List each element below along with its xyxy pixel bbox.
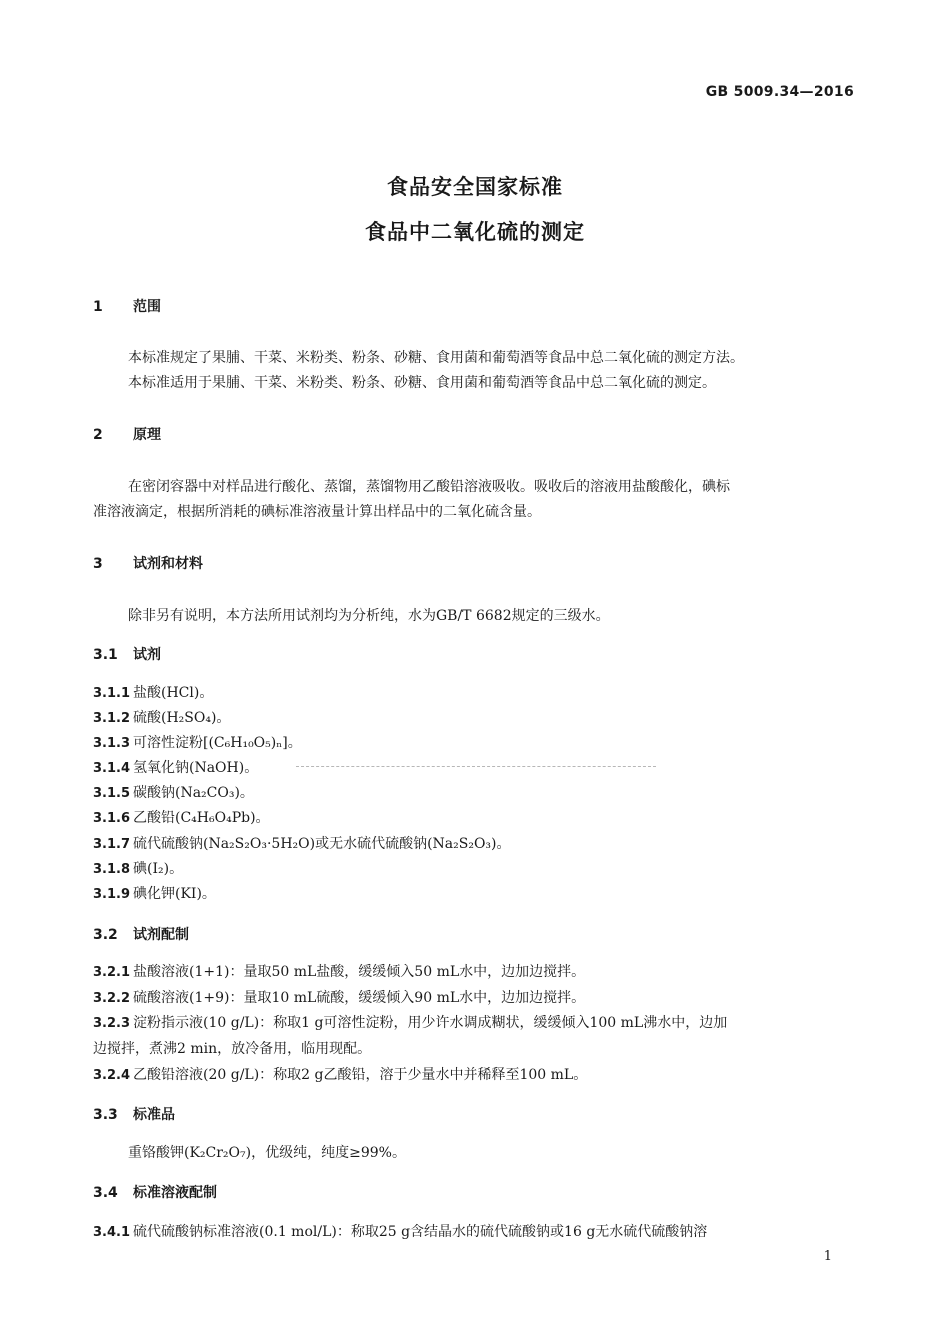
list-item — [93, 962, 585, 983]
list-item — [93, 1065, 587, 1086]
section-heading-2 — [93, 425, 161, 445]
list-item — [93, 884, 216, 905]
item-text: 边搅拌，煮沸2 min，放冷备用，临用现配。 — [93, 1041, 372, 1057]
item-number: 3.1.9 — [93, 887, 131, 902]
paragraph: 重铬酸钾(K₂Cr₂O₇)，优级纯，纯度≥99%。 — [128, 1145, 406, 1161]
item-text: 硫代硫酸钠(Na₂S₂O₃·5H₂O)或无水硫代硫酸钠(Na₂S₂O₃)。 — [133, 836, 511, 852]
section-number: 3.2 — [93, 927, 118, 943]
page-number: 1 — [823, 1249, 832, 1264]
subsection-heading-3-4 — [93, 1183, 217, 1203]
item-number: 3.2.2 — [93, 991, 131, 1006]
item-text: 淀粉指示液(10 g/L)：称取1 g可溶性淀粉，用少许水调成糊状，缓缓倾入100 mL沸水中，边加 — [133, 1015, 728, 1031]
standard-code: GB 5009.34—2016 — [705, 84, 854, 100]
section-heading-1 — [93, 297, 161, 317]
section-number: 2 — [93, 427, 103, 443]
section-heading-3 — [93, 554, 203, 574]
list-item — [93, 708, 230, 729]
section-number: 3.3 — [93, 1107, 118, 1123]
section-title: 原理 — [133, 427, 161, 443]
item-number: 3.2.4 — [93, 1068, 131, 1083]
item-text: 硫酸(H₂SO₄)。 — [133, 710, 231, 726]
item-number: 3.1.7 — [93, 837, 131, 852]
paragraph: 除非另有说明，本方法所用试剂均为分析纯，水为GB/T 6682规定的三级水。 — [128, 608, 610, 624]
item-text: 碘(I₂)。 — [133, 861, 184, 877]
list-item — [93, 758, 258, 779]
subsection-heading-3-1 — [93, 645, 161, 665]
item-text: 乙酸铅溶液(20 g/L)：称取2 g乙酸铅，溶于少量水中并稀释至100 mL。 — [133, 1067, 588, 1083]
scan-artifact-dashes — [296, 766, 656, 767]
section-number: 1 — [93, 299, 103, 315]
item-number: 3.1.8 — [93, 862, 131, 877]
paragraph: 在密闭容器中对样品进行酸化、蒸馏，蒸馏物用乙酸铅溶液吸收。吸收后的溶液用盐酸酸化，碘标 — [128, 479, 730, 495]
list-item — [93, 1013, 727, 1034]
list-item — [93, 1222, 707, 1243]
item-number: 3.1.3 — [93, 736, 131, 751]
list-item — [93, 988, 585, 1009]
item-text: 盐酸(HCl)。 — [133, 685, 214, 701]
list-item — [93, 834, 511, 855]
item-number: 3.1.5 — [93, 786, 131, 801]
item-text: 硫酸溶液(1+9)：量取10 mL硫酸，缓缓倾入90 mL水中，边加边搅拌。 — [133, 990, 586, 1006]
section-number: 3.1 — [93, 647, 118, 663]
section-title: 试剂和材料 — [133, 556, 203, 572]
item-text: 可溶性淀粉[(C₆H₁₀O₅)ₙ]。 — [133, 735, 302, 751]
item-number: 3.1.4 — [93, 761, 131, 776]
paragraph: 本标准规定了果脯、干菜、米粉类、粉条、砂糖、食用菌和葡萄酒等食品中总二氧化硫的测定方法。 — [128, 350, 744, 366]
list-item — [93, 683, 213, 704]
item-text: 硫代硫酸钠标准溶液(0.1 mol/L)：称取25 g含结晶水的硫代硫酸钠或16 g无水硫代硫酸钠溶 — [133, 1224, 708, 1240]
section-title: 标准品 — [133, 1107, 175, 1123]
item-number: 3.1.2 — [93, 711, 131, 726]
subsection-heading-3-2 — [93, 925, 189, 945]
section-number: 3 — [93, 556, 103, 572]
document-title: 食品安全国家标准 — [387, 175, 563, 199]
document-subtitle: 食品中二氧化硫的测定 — [365, 220, 585, 244]
list-item — [93, 733, 302, 754]
item-text: 氢氧化钠(NaOH)。 — [133, 760, 259, 776]
item-text: 碘化钾(KI)。 — [133, 886, 216, 902]
item-number: 3.2.3 — [93, 1016, 131, 1031]
section-title: 试剂 — [133, 647, 161, 663]
item-text: 碳酸钠(Na₂CO₃)。 — [133, 785, 254, 801]
section-title: 试剂配制 — [133, 927, 189, 943]
paragraph: 本标准适用于果脯、干菜、米粉类、粉条、砂糖、食用菌和葡萄酒等食品中总二氧化硫的测定。 — [128, 375, 716, 391]
subsection-heading-3-3 — [93, 1105, 175, 1125]
paragraph: 准溶液滴定，根据所消耗的碘标准溶液量计算出样品中的二氧化硫含量。 — [93, 504, 541, 520]
list-item — [93, 808, 270, 829]
item-text: 乙酸铅(C₄H₆O₄Pb)。 — [133, 810, 270, 826]
item-number: 3.2.1 — [93, 965, 131, 980]
item-number: 3.1.6 — [93, 811, 131, 826]
list-item — [93, 783, 254, 804]
section-number: 3.4 — [93, 1185, 118, 1201]
section-title: 标准溶液配制 — [133, 1185, 217, 1201]
list-item-continued — [93, 1039, 371, 1059]
item-number: 3.4.1 — [93, 1225, 131, 1240]
item-number: 3.1.1 — [93, 686, 131, 701]
list-item — [93, 859, 183, 880]
item-text: 盐酸溶液(1+1)：量取50 mL盐酸，缓缓倾入50 mL水中，边加边搅拌。 — [133, 964, 586, 980]
section-title: 范围 — [133, 299, 161, 315]
